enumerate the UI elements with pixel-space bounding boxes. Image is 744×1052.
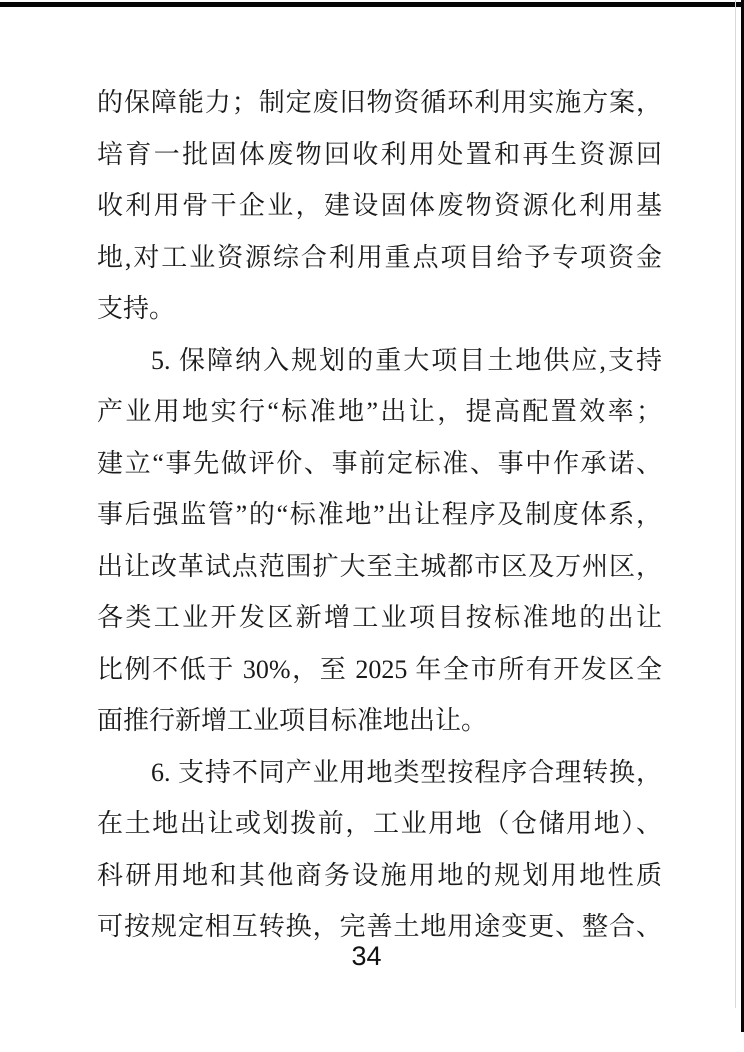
text-line: 各类工业开发区新增工业项目按标准地的出让 bbox=[97, 603, 662, 632]
text-line: 出让改革试点范围扩大至主城都市区及万州区， bbox=[97, 551, 662, 581]
body-text bbox=[97, 77, 662, 953]
text-line-item-5: 5. 保障纳入规划的重大项目土地供应,支持 bbox=[151, 345, 662, 375]
text-line: 科研用地和其他商务设施用地的规划用地性质 bbox=[97, 860, 662, 890]
text-line: 地,对工业资源综合利用重点项目给予专项资金 bbox=[97, 242, 662, 272]
scan-edge-top bbox=[0, 2, 744, 7]
text-line: 建立“事先做评价、事前定标准、事中作承诺、 bbox=[97, 448, 662, 478]
text-line: 支持。 bbox=[97, 294, 176, 323]
text-line: 培育一批固体废物回收利用处置和再生资源回 bbox=[97, 139, 662, 169]
text-line: 收利用骨干企业，建设固体废物资源化利用基 bbox=[97, 191, 662, 220]
text-line: 在土地出让或划拨前，工业用地（仓储用地）、 bbox=[97, 809, 662, 838]
text-line: 面推行新增工业项目标准地出让。 bbox=[97, 706, 488, 735]
text-line: 的保障能力；制定废旧物资循环利用实施方案， bbox=[97, 88, 662, 117]
text-line: 可按规定相互转换，完善土地用途变更、整合、 bbox=[97, 912, 662, 941]
page-number: 34 bbox=[351, 941, 382, 971]
text-line: 比例不低于 30%，至 2025 年全市所有开发区全 bbox=[97, 654, 662, 684]
text-line: 事后强监管”的“标准地”出让程序及制度体系， bbox=[97, 500, 662, 529]
text-line-item-6: 6. 支持不同产业用地类型按程序合理转换， bbox=[151, 757, 662, 787]
scan-shadow-right bbox=[735, 0, 736, 1008]
text-line: 产业用地实行“标准地”出让，提高配置效率； bbox=[97, 397, 662, 426]
